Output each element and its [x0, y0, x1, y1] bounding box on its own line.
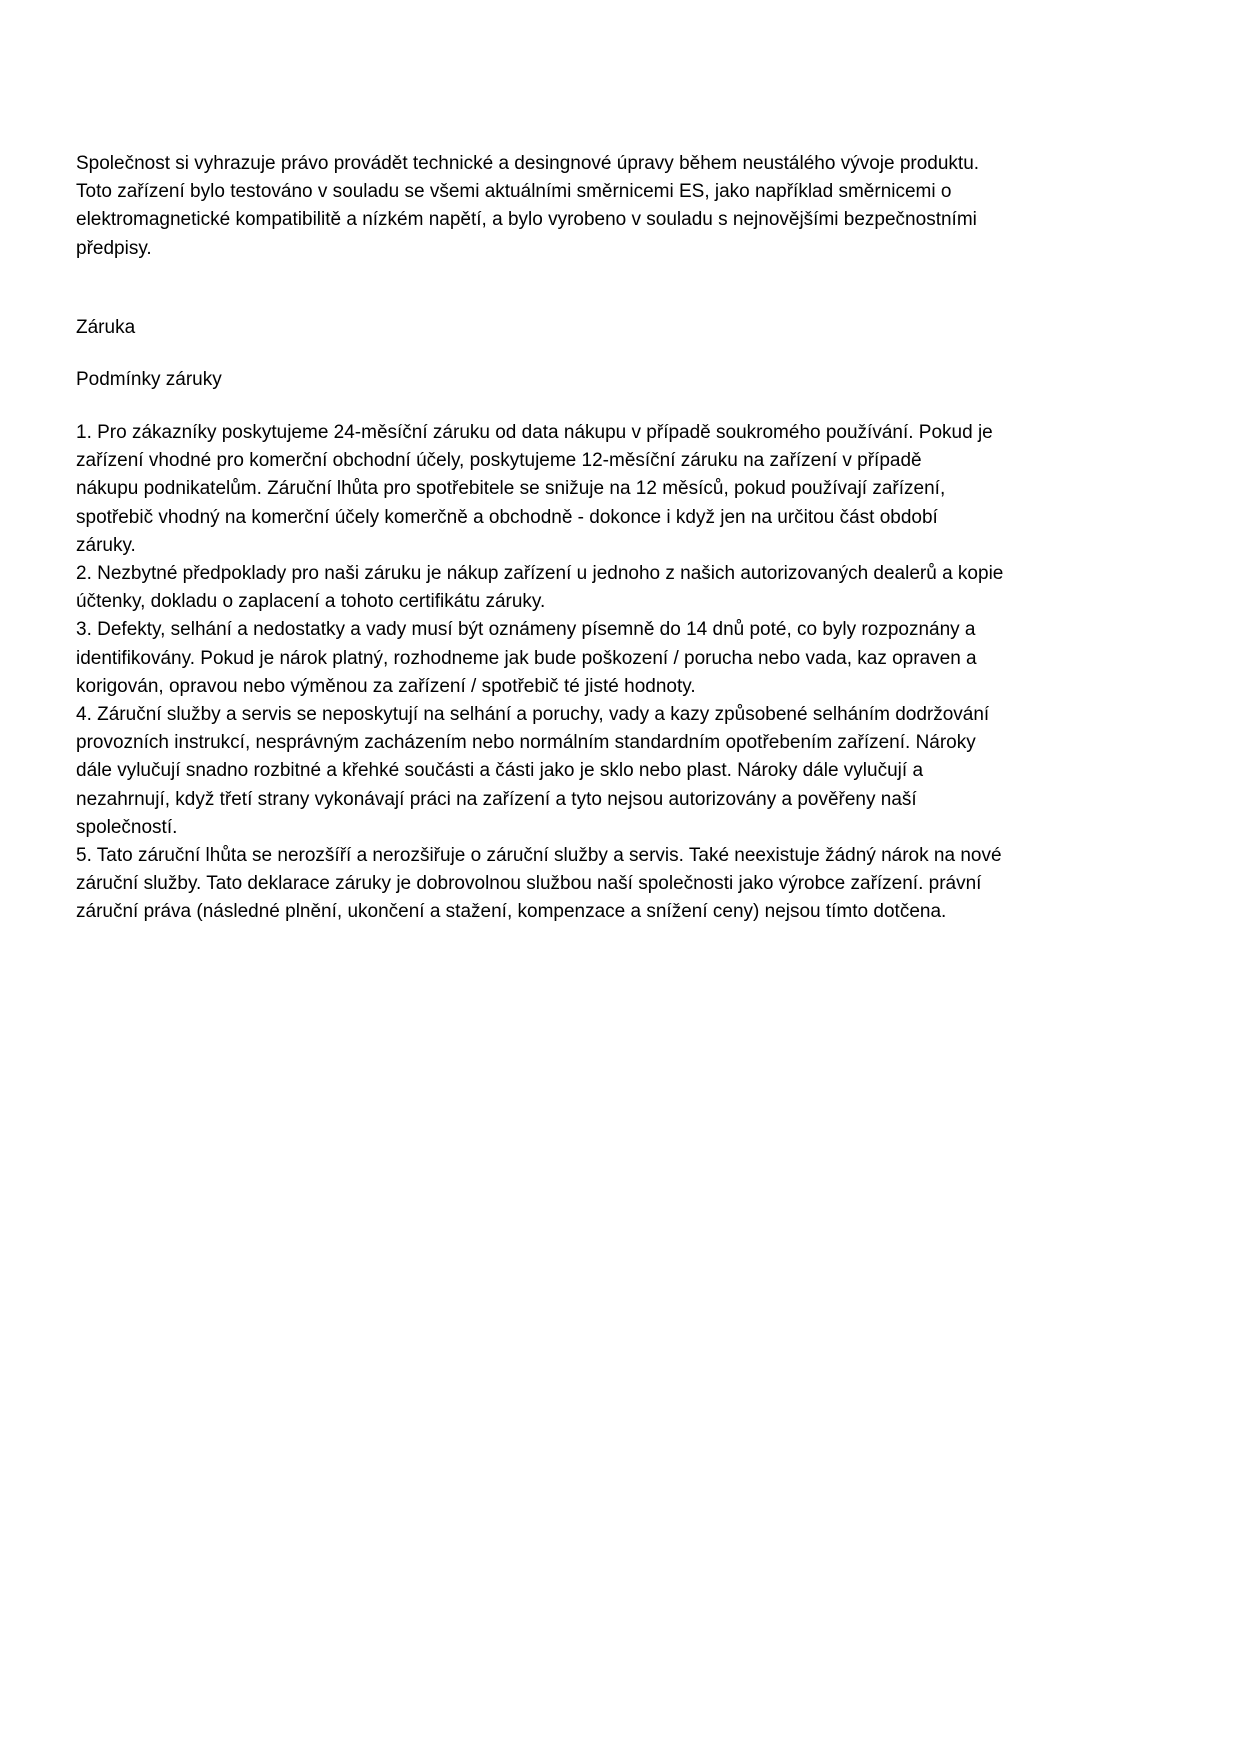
- term-line: záruční práva (následné plnění, ukončení a stažení, kompenzace a snížení ceny) nejsou tímto dotčena.: [76, 901, 947, 923]
- term-line: záruční služby. Tato deklarace záruky je dobrovolnou službou naší společnosti jako výrobce zařízení. právní: [76, 873, 982, 895]
- warranty-terms-list: [76, 419, 1096, 927]
- term-line: provozních instrukcí, nesprávným zacházením nebo normálním standardním opotřebením zařízení. Nároky: [76, 732, 976, 754]
- term-line: korigován, opravou nebo výměnou za zařízení / spotřebič té jisté hodnoty.: [76, 675, 696, 697]
- term-line: nezahrnují, když třetí strany vykonávají práci na zařízení a tyto nejsou autorizovány a pověřeny naší: [76, 788, 917, 810]
- term-line: 5. Tato záruční lhůta se nerozšíří a nerozšiřuje o záruční služby a servis. Také neexistuje žádný nárok na nové: [76, 845, 1002, 867]
- term-line: záruky.: [76, 534, 136, 556]
- intro-line: Společnost si vyhrazuje právo provádět technické a desingnové úpravy během neustálého vývoje produktu.: [76, 153, 980, 174]
- term-line: 4. Záruční služby a servis se neposkytují na selhání a poruchy, vady a kazy způsobené selháním dodržování: [76, 704, 990, 726]
- term-line: účtenky, dokladu o zaplacení a tohoto certifikátu záruky.: [76, 591, 546, 613]
- term-line: 2. Nezbytné předpoklady pro naši záruku je nákup zařízení u jednoho z našich autorizovaných dealerů a kopie: [76, 563, 1004, 585]
- term-line: 3. Defekty, selhání a nedostatky a vady musí být oznámeny písemně do 14 dnů poté, co byly rozpoznány a: [76, 619, 976, 641]
- term-line: zařízení vhodné pro komerční obchodní účely, poskytujeme 12-měsíční záruku na zařízení v případě: [76, 450, 922, 472]
- term-line: společností.: [76, 816, 178, 838]
- warranty-term-5: [76, 842, 1096, 927]
- intro-line: Toto zařízení bylo testováno v souladu se všemi aktuálními směrnicemi ES, jako například směrnicemi o: [76, 181, 952, 203]
- term-line: 1. Pro zákazníky poskytujeme 24-měsíční záruku od data nákupu v případě soukromého používání. Pokud je: [76, 422, 993, 443]
- warranty-conditions-heading: Podmínky záruky: [76, 369, 222, 390]
- warranty-term-1: [76, 419, 1096, 560]
- term-line: dále vylučují snadno rozbitné a křehké součásti a části jako je sklo nebo plast. Nároky dále vylučují a: [76, 760, 924, 782]
- term-line: spotřebič vhodný na komerční účely komerčně a obchodně - dokonce i když jen na určitou část období: [76, 506, 938, 528]
- term-line: nákupu podnikatelům. Záruční lhůta pro spotřebitele se snižuje na 12 měsíců, pokud používají zařízení,: [76, 478, 946, 500]
- warranty-term-3: [76, 616, 1096, 701]
- intro-line: elektromagnetické kompatibilitě a nízkém napětí, a bylo vyrobeno v souladu s nejnovějšími bezpečnostními: [76, 209, 977, 231]
- intro-line: předpisy.: [76, 237, 152, 259]
- term-line: identifikovány. Pokud je nárok platný, rozhodneme jak bude poškození / porucha nebo vada, kaz opraven a: [76, 647, 977, 669]
- document-content: [76, 150, 1096, 923]
- warranty-term-2: [76, 560, 1096, 616]
- warranty-heading: Záruka: [76, 317, 136, 338]
- warranty-term-4: [76, 701, 1096, 842]
- intro-paragraph: [76, 150, 1096, 263]
